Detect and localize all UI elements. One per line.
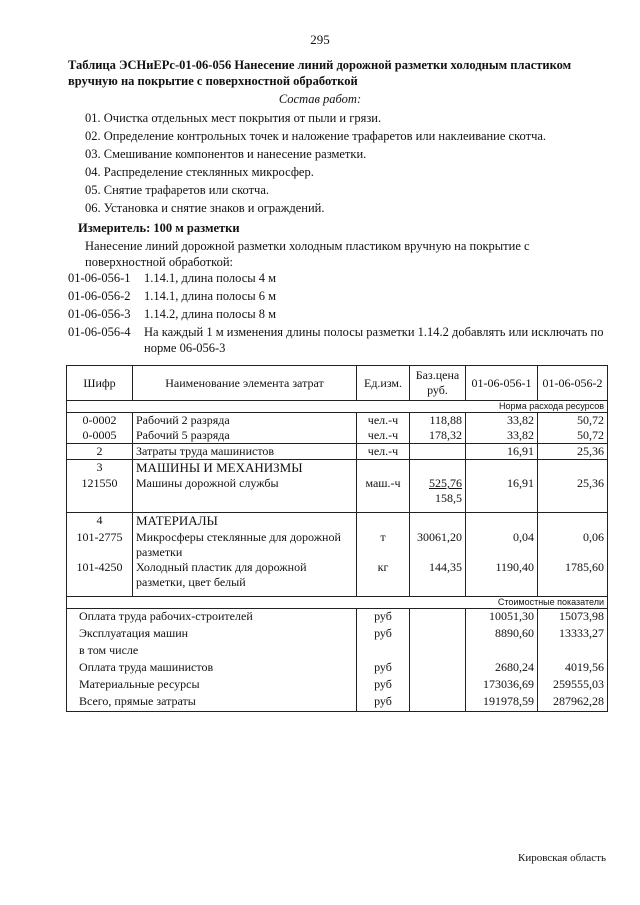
cell-code: 2	[67, 444, 133, 460]
code-line-code: 01-06-056-4	[68, 325, 131, 339]
header-price: Баз.цена руб.	[410, 366, 466, 401]
summary-name: Оплата труда рабочих-строителей	[67, 608, 357, 626]
cell-unit: кг	[357, 560, 410, 590]
norm-label: Норма расхода ресурсов	[67, 401, 608, 413]
summary-unit: руб	[357, 694, 410, 712]
cell-v2: 0,06	[538, 530, 608, 560]
page-number: 295	[310, 32, 330, 47]
cell-name: Машины дорожной службы	[133, 476, 357, 506]
summary-v2: 259555,03	[538, 677, 608, 694]
cell-name: Рабочий 5 разряда	[133, 428, 357, 444]
section-row	[67, 460, 608, 477]
summary-unit: руб	[357, 626, 410, 643]
summary-unit: руб	[357, 660, 410, 677]
code-line	[68, 289, 276, 305]
cell-v2: 50,72	[538, 413, 608, 429]
section-row	[67, 513, 608, 530]
norm-subheader	[67, 401, 608, 413]
code-line	[68, 325, 613, 356]
cost-label: Стоимостные показатели	[67, 596, 608, 608]
summary-row	[67, 608, 608, 626]
header-unit: Ед.изм.	[357, 366, 410, 401]
summary-row	[67, 677, 608, 694]
table-row	[67, 444, 608, 460]
cell-name: Затраты труда машинистов	[133, 444, 357, 460]
summary-name: Всего, прямые затраты	[67, 694, 357, 712]
cell-v1: 33,82	[466, 413, 538, 429]
cell-code: 0-0005	[67, 428, 133, 444]
summary-row	[67, 694, 608, 712]
cell-code: 0-0002	[67, 413, 133, 429]
code-line-text: 1.14.2, длина полосы 8 м	[144, 307, 277, 321]
code-line-code: 01-06-056-3	[68, 307, 131, 321]
measure-unit: Измеритель: 100 м разметки	[78, 221, 240, 235]
cell-v1: 1190,40	[466, 560, 538, 590]
summary-name: Эксплуатация машин	[67, 626, 357, 643]
summary-v1: 191978,59	[466, 694, 538, 712]
cell-v2: 25,36	[538, 444, 608, 460]
code-line	[68, 271, 276, 287]
cell-unit: маш.-ч	[357, 476, 410, 506]
composition-heading: Состав работ:	[278, 92, 362, 106]
summary-v2: 4019,56	[538, 660, 608, 677]
cell-v1: 33,82	[466, 428, 538, 444]
machine-price-operator: 158,5	[435, 491, 462, 506]
work-item: 06. Установка и снятие знаков и ограждений.	[85, 201, 325, 215]
summary-unit: руб	[357, 608, 410, 626]
code-line-text: 1.14.1, длина полосы 6 м	[144, 289, 277, 303]
cell-unit: чел.-ч	[357, 413, 410, 429]
description: Нанесение линий дорожной разметки холодным пластиком вручную на покрытие с поверхностной обработкой:	[85, 239, 530, 269]
cell-code: 121550	[67, 476, 133, 506]
cell-v1: 0,04	[466, 530, 538, 560]
cell-unit: т	[357, 530, 410, 560]
header-name: Наименование элемента затрат	[133, 366, 357, 401]
summary-unit: руб	[357, 677, 410, 694]
cell-v2: 50,72	[538, 428, 608, 444]
section-name: МАШИНЫ И МЕХАНИЗМЫ	[133, 460, 357, 477]
code-line-code: 01-06-056-1	[68, 271, 131, 285]
table-row	[67, 530, 608, 560]
cell-code: 101-4250	[67, 560, 133, 590]
work-item: 01. Очистка отдельных мест покрытия от пыли и грязи.	[85, 111, 382, 125]
code-line-code: 01-06-056-2	[68, 289, 131, 303]
summary-v1: 8890,60	[466, 626, 538, 643]
cell-v1: 16,91	[466, 444, 538, 460]
summary-name: в том числе	[67, 643, 357, 660]
cell-price: 144,35	[410, 560, 466, 590]
cell-price: 118,88	[410, 413, 466, 429]
summary-name: Оплата труда машинистов	[67, 660, 357, 677]
resource-table	[66, 365, 608, 712]
summary-name: Материальные ресурсы	[67, 677, 357, 694]
summary-v2: 287962,28	[538, 694, 608, 712]
table-row	[67, 428, 608, 444]
header-col1: 01-06-056-1	[466, 366, 538, 401]
section-code: 3	[67, 460, 133, 477]
section-name: МАТЕРИАЛЫ	[133, 513, 357, 530]
summary-v1	[466, 643, 538, 660]
cell-unit: чел.-ч	[357, 428, 410, 444]
table-title: Таблица ЭСНиЕРс-01-06-056 Нанесение линий дорожной разметки холодным пластиком вручную на покрытие с поверхностной обработкой	[68, 58, 572, 88]
table-row	[67, 476, 608, 506]
machine-price: 525,76	[429, 476, 462, 491]
summary-v2: 15073,98	[538, 608, 608, 626]
summary-row	[67, 643, 608, 660]
cell-name: Холодный пластик для дорожной разметки, цвет белый	[133, 560, 357, 590]
summary-row	[67, 626, 608, 643]
summary-row	[67, 660, 608, 677]
cell-price: 30061,20	[410, 530, 466, 560]
cell-code: 101-2775	[67, 530, 133, 560]
cell-price	[410, 444, 466, 460]
summary-v1: 173036,69	[466, 677, 538, 694]
summary-unit	[357, 643, 410, 660]
cell-v2: 25,36	[538, 476, 608, 506]
header-col2: 01-06-056-2	[538, 366, 608, 401]
work-item: 02. Определение контрольных точек и наложение трафаретов или наклеивание скотча.	[85, 129, 547, 143]
work-item: 04. Распределение стеклянных микросфер.	[85, 165, 314, 179]
table-row	[67, 560, 608, 590]
code-line-text: На каждый 1 м изменения длины полосы разметки 1.14.2 добавлять или исключать по норме 06-056-3	[144, 325, 604, 355]
table-header-row	[67, 366, 608, 401]
cell-v2: 1785,60	[538, 560, 608, 590]
summary-v2	[538, 643, 608, 660]
summary-v1: 10051,30	[466, 608, 538, 626]
work-item: 05. Снятие трафаретов или скотча.	[85, 183, 270, 197]
cell-name: Рабочий 2 разряда	[133, 413, 357, 429]
cell-name: Микросферы стеклянные для дорожной разметки	[133, 530, 357, 560]
footer-region: Кировская область	[517, 852, 606, 864]
section-code: 4	[67, 513, 133, 530]
cell-price: 178,32	[410, 428, 466, 444]
summary-v2: 13333,27	[538, 626, 608, 643]
header-code: Шифр	[67, 366, 133, 401]
summary-v1: 2680,24	[466, 660, 538, 677]
cost-subheader	[67, 596, 608, 608]
cell-v1: 16,91	[466, 476, 538, 506]
cell-unit: чел.-ч	[357, 444, 410, 460]
work-item: 03. Смешивание компонентов и нанесение разметки.	[85, 147, 367, 161]
code-line-text: 1.14.1, длина полосы 4 м	[144, 271, 277, 285]
table-row	[67, 413, 608, 429]
code-line	[68, 307, 276, 323]
cell-price	[410, 476, 466, 506]
